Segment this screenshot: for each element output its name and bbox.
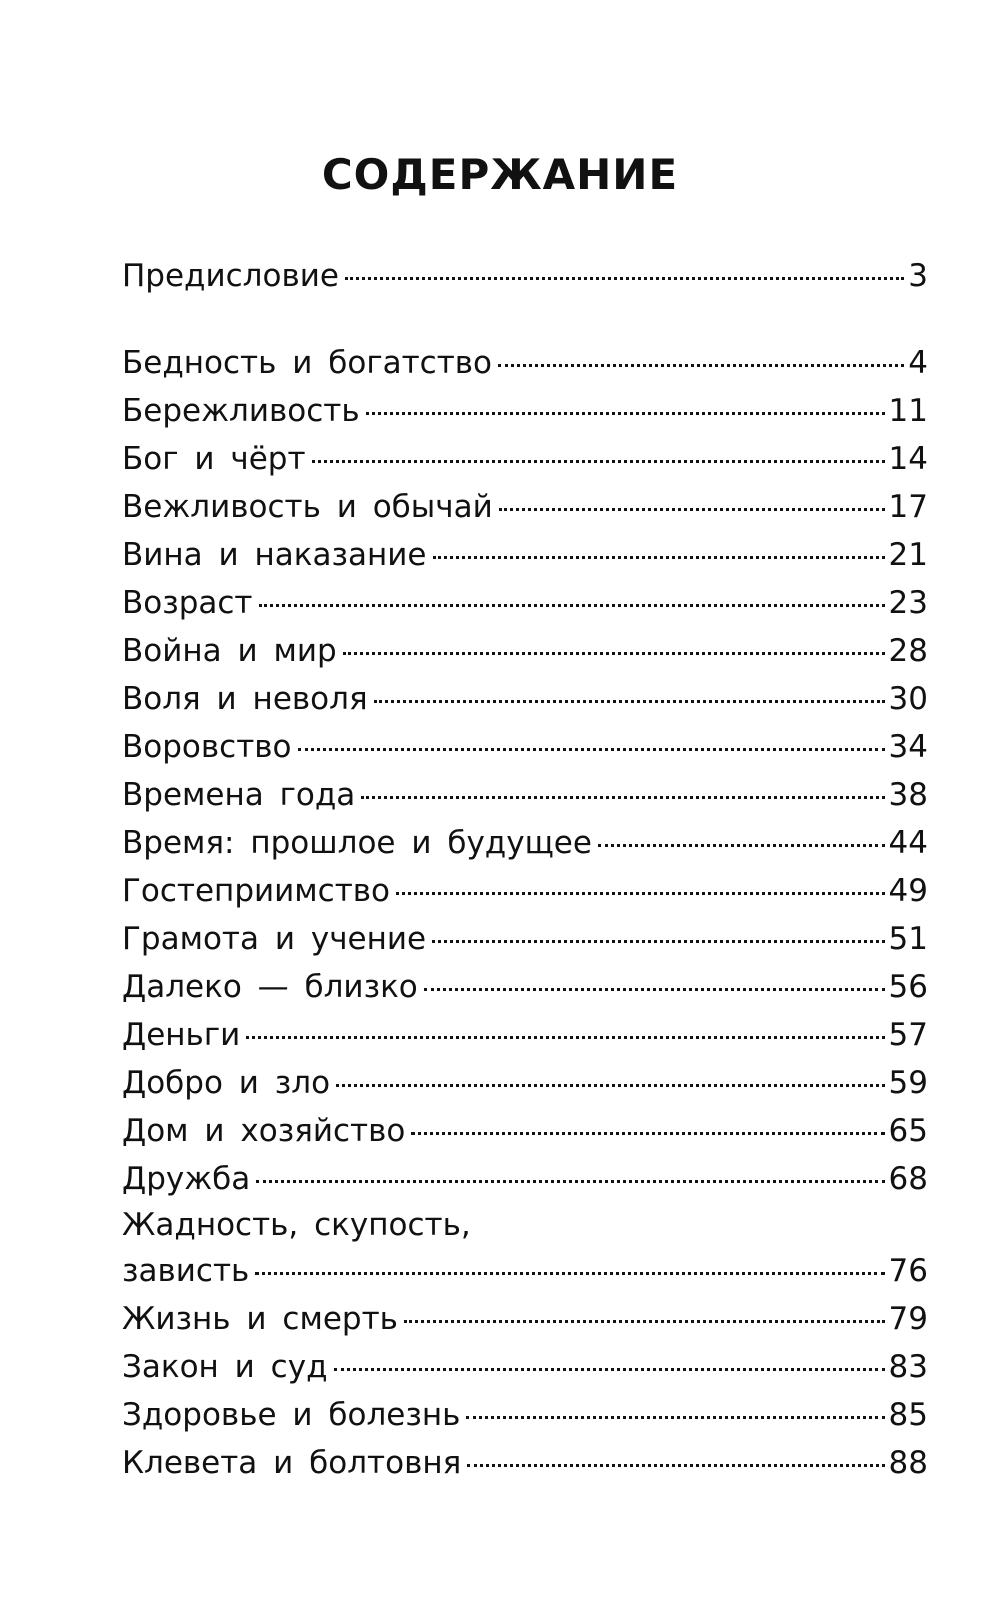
toc-entry (122, 1439, 928, 1487)
toc-entry-title: Вина и наказание (122, 537, 427, 573)
toc-entry-page: 88 (888, 1445, 928, 1481)
toc-entry-page: 68 (888, 1161, 928, 1197)
toc-entry (122, 1203, 928, 1295)
toc-entry-page: 23 (888, 585, 928, 621)
dot-leader (499, 508, 885, 511)
toc-entry-title: Здоровье и болезнь (122, 1397, 461, 1433)
dot-leader (396, 892, 885, 895)
toc-entry-title: Гостеприимство (122, 873, 391, 909)
toc-entry (122, 627, 928, 675)
toc-entry-page: 65 (888, 1113, 928, 1149)
toc-entry-title: Возраст (122, 585, 253, 621)
toc-entry-title: Бережливость (122, 393, 360, 429)
dot-leader (598, 844, 885, 847)
toc-entry-title-continued: зависть (122, 1253, 250, 1289)
dot-leader (466, 1416, 884, 1419)
toc-entry (122, 915, 928, 963)
toc-entry-page: 11 (888, 393, 928, 429)
toc-entry (122, 483, 928, 531)
toc-entry-page: 28 (888, 633, 928, 669)
toc-entry-title: Добро и зло (122, 1065, 331, 1101)
toc-entry (122, 1059, 928, 1107)
toc-entry-title: Воля и неволя (122, 681, 368, 717)
toc-entry-page: 14 (888, 441, 928, 477)
dot-leader (374, 700, 885, 703)
table-of-contents (122, 252, 928, 1487)
toc-entry-title: Предисловие (122, 258, 339, 294)
toc-entry-page: 21 (888, 537, 928, 573)
toc-entry (122, 1011, 928, 1059)
toc-entry (122, 1155, 928, 1203)
toc-entry-page: 57 (888, 1017, 928, 1053)
dot-leader (256, 1180, 884, 1183)
toc-entry (122, 1343, 928, 1391)
toc-entry-page: 44 (888, 825, 928, 861)
toc-entry-continuation (122, 1247, 928, 1295)
toc-entry-title: Война и мир (122, 633, 337, 669)
toc-entry-title: Клевета и болтовня (122, 1445, 462, 1481)
toc-entry-title: Вежливость и обычай (122, 489, 493, 525)
toc-entry (122, 387, 928, 435)
toc-entry (122, 1391, 928, 1439)
toc-entry-title: Дом и хозяйство (122, 1113, 406, 1149)
toc-entry-page: 49 (888, 873, 928, 909)
toc-entry-page: 30 (888, 681, 928, 717)
toc-entry (122, 675, 928, 723)
toc-entry-page: 83 (888, 1349, 928, 1385)
toc-entry-page: 38 (888, 777, 928, 813)
dot-leader (366, 412, 885, 415)
dot-leader (404, 1320, 885, 1323)
dot-leader (298, 748, 885, 751)
dot-leader (432, 940, 884, 943)
toc-entry-page: 85 (888, 1397, 928, 1433)
toc-entry-title: Дружба (122, 1161, 251, 1197)
dot-leader (424, 988, 885, 991)
dot-leader (411, 1132, 884, 1135)
toc-entry (122, 1295, 928, 1343)
dot-leader (312, 460, 885, 463)
dot-leader (433, 556, 885, 559)
toc-entry-title: Жизнь и смерть (122, 1301, 398, 1337)
dot-leader (467, 1464, 884, 1467)
toc-entry (122, 819, 928, 867)
toc-entry (122, 252, 928, 300)
toc-entry-page: 59 (888, 1065, 928, 1101)
toc-entry (122, 339, 928, 387)
toc-entry-title: Бедность и богатство (122, 345, 492, 381)
toc-entry-title: Далеко — близко (122, 969, 418, 1005)
dot-leader (255, 1272, 884, 1275)
toc-entry-title: Время: прошлое и будущее (122, 825, 592, 861)
dot-leader (345, 277, 904, 280)
toc-entry (122, 1107, 928, 1155)
toc-entry (122, 579, 928, 627)
toc-entry (122, 963, 928, 1011)
toc-entry-title: Жадность, скупость, (122, 1207, 471, 1243)
dot-leader (361, 796, 884, 799)
dot-leader (343, 652, 885, 655)
toc-entry-title: Времена года (122, 777, 356, 813)
toc-entry (122, 531, 928, 579)
toc-entry-title: Закон и суд (122, 1349, 328, 1385)
toc-entry-page: 17 (888, 489, 928, 525)
dot-leader (498, 364, 904, 367)
toc-entry (122, 867, 928, 915)
toc-entry-title: Грамота и учение (122, 921, 427, 957)
toc-entry-title: Бог и чёрт (122, 441, 306, 477)
toc-entry-title: Воровство (122, 729, 292, 765)
toc-entry (122, 723, 928, 771)
toc-entry-page: 34 (888, 729, 928, 765)
dot-leader (336, 1084, 884, 1087)
toc-entry-page: 79 (888, 1301, 928, 1337)
toc-entry-page: 51 (888, 921, 928, 957)
toc-entry-page: 76 (888, 1253, 928, 1289)
toc-entry-title: Деньги (122, 1017, 241, 1053)
toc-entry-page: 3 (908, 258, 928, 294)
toc-entry (122, 771, 928, 819)
page-title: СОДЕРЖАНИЕ (321, 150, 679, 199)
toc-entry-page: 4 (908, 345, 928, 381)
dot-leader (259, 604, 885, 607)
toc-entry-page: 56 (888, 969, 928, 1005)
toc-entry (122, 435, 928, 483)
dot-leader (334, 1368, 885, 1371)
dot-leader (246, 1036, 884, 1039)
